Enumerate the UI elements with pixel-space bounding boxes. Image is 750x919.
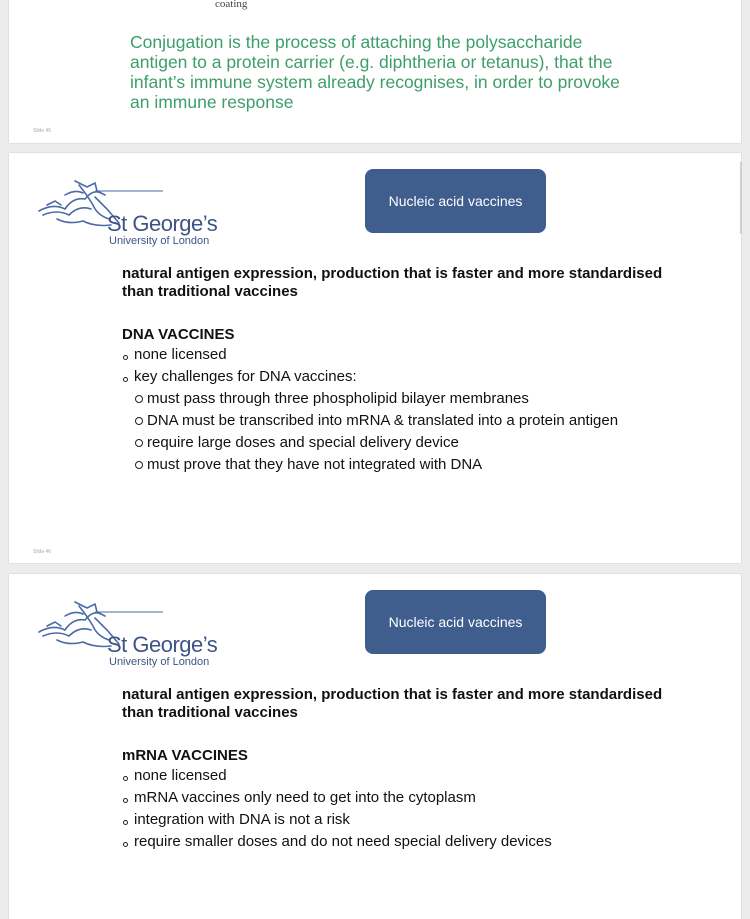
intro-text: natural antigen expression, production that is faster and more standardised than traditional vaccines — [122, 265, 663, 300]
intro-text: natural antigen expression, production that is faster and more standardised than traditional vaccines — [122, 686, 663, 721]
list-item: none licensed — [122, 344, 682, 366]
university-logo — [35, 175, 245, 247]
sub-bullet-list — [122, 388, 682, 476]
scrollbar[interactable] — [740, 162, 742, 234]
slide-content — [122, 265, 682, 476]
list-item: require smaller doses and do not need special delivery devices — [122, 831, 682, 853]
list-item: must pass through three phospholipid bilayer membranes — [122, 388, 682, 410]
bullet-list — [122, 344, 682, 388]
slide-title: Nucleic acid vaccines — [365, 169, 546, 233]
logo-subtitle: University of London — [109, 656, 210, 668]
bullet-list — [122, 765, 682, 853]
list-item: none licensed — [122, 765, 682, 787]
slide-46 — [9, 153, 741, 563]
slide-content — [122, 686, 682, 853]
slide-number: Slide 45 — [33, 128, 52, 134]
logo-name: St George’s — [107, 211, 218, 236]
logo-name: St George’s — [107, 632, 218, 657]
section-heading: mRNA VACCINES — [122, 747, 248, 764]
list-item: key challenges for DNA vaccines: — [122, 366, 682, 388]
list-item: DNA must be transcribed into mRNA & translated into a protein antigen — [122, 410, 682, 432]
university-logo — [35, 596, 245, 668]
list-item: require large doses and special delivery device — [122, 432, 682, 454]
slide-number: Slide 46 — [33, 549, 52, 555]
logo-subtitle: University of London — [109, 235, 210, 247]
slide-45 — [9, 0, 741, 143]
list-item: must prove that they have not integrated with DNA — [122, 454, 682, 476]
slide-title: Nucleic acid vaccines — [365, 590, 546, 654]
list-item: mRNA vaccines only need to get into the cytoplasm — [122, 787, 682, 809]
coating-label: coating — [215, 0, 248, 10]
conjugation-text: Conjugation is the process of attaching the polysaccharide antigen to a protein carrier (e.g. diphtheria or tetanus), that the infant’s immune system already recognises, in order to provoke an immune response — [130, 32, 620, 112]
section-heading: DNA VACCINES — [122, 326, 235, 343]
list-item: integration with DNA is not a risk — [122, 809, 682, 831]
slide-47 — [9, 574, 741, 919]
